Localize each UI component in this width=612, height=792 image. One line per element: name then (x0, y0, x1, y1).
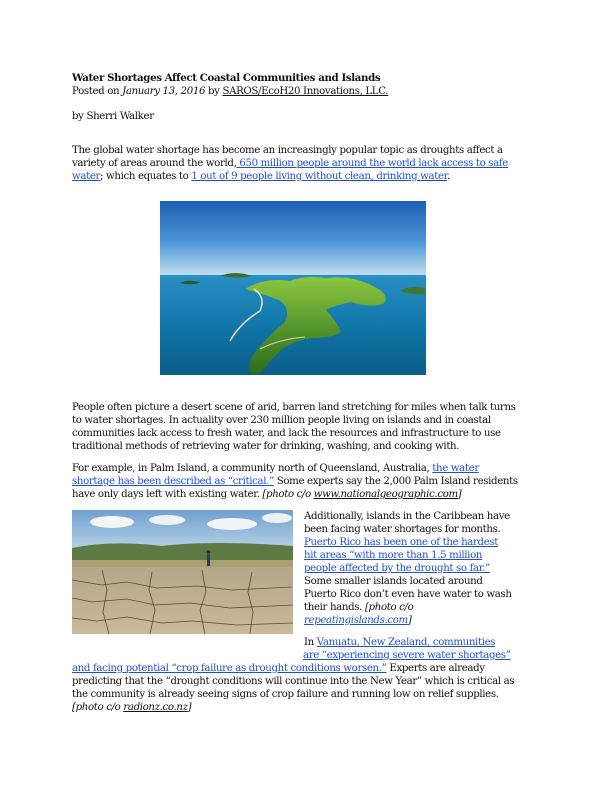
para5-line5: the community is already seeing signs of crop failure and running low on relief supplies. (72, 689, 499, 700)
posted-prefix: Posted on (72, 86, 123, 97)
para1-text: variety of areas around the world, (72, 158, 237, 169)
para5-line3 (72, 662, 485, 675)
para5-line6 (72, 701, 191, 714)
posted-by: by (205, 86, 223, 97)
puerto-rico-link-line2[interactable]: hit areas “with more than 1.5 million (304, 550, 483, 561)
puerto-rico-link-line3[interactable]: people affected by the drought so far.” (304, 563, 490, 574)
water-shortage-critical-link[interactable]: the water (432, 463, 479, 474)
para1-line3 (72, 170, 450, 183)
posted-date: January 13, 2016 (122, 86, 206, 97)
para1-text: ; which equates to (100, 171, 192, 182)
vanuatu-link-line2[interactable]: are “experiencing severe water shortages” (303, 650, 511, 661)
para2-line1: People often picture a desert scene of arid, barren land stretching for miles when talk turns (72, 402, 516, 413)
para5-text: In (304, 637, 317, 648)
article-title: Water Shortages Affect Coastal Communities and Islands (72, 72, 381, 84)
para3-line1 (72, 462, 479, 475)
para3-line3 (72, 488, 461, 501)
para2-line3: communities lack access to fresh water, and lack the resources and infrastructure to use (72, 428, 501, 439)
puerto-rico-link-line1[interactable]: Puerto Rico has been one of the hardest (304, 537, 499, 548)
para3-text: For example, in Palm Island, a community north of Queensland, Australia, (72, 463, 433, 474)
para4-line8 (304, 601, 413, 614)
photo-credit-suffix: ] (187, 702, 192, 713)
posted-line (72, 85, 388, 98)
para1-line2 (72, 157, 508, 170)
repeatingislands-link[interactable]: repeatingislands.com (304, 615, 408, 626)
photo-credit-label: [photo c/o (364, 602, 414, 613)
water-shortage-critical-link-cont[interactable]: shortage has been described as “critical.” (72, 476, 274, 487)
byline: by Sherri Walker (72, 111, 154, 122)
vanuatu-link-line3[interactable]: and facing potential “crop failure as drought conditions worsen.” (72, 663, 387, 674)
photo-credit-suffix: ] (457, 489, 462, 500)
photo-credit-label: [photo c/o (72, 702, 124, 713)
drought-photo-graphic (72, 510, 293, 634)
para5-line1 (304, 636, 495, 649)
para3-text: Some experts say the 2,000 Palm Island residents (273, 476, 518, 487)
para2-line2: to water shortages. In actuality over 230 million people living on islands and in coastal (72, 415, 491, 426)
island-photo-graphic (160, 201, 426, 375)
para5-text: Experts are already (386, 663, 485, 674)
drought-photo (72, 510, 293, 634)
radionz-link[interactable]: radionz.co.nz (123, 702, 188, 713)
para4-line1: Additionally, islands in the Caribbean have (304, 511, 510, 522)
para4-line2: been facing water shortages for months. (304, 524, 501, 535)
para3-text: have only days left with existing water. (72, 489, 263, 500)
para3-line2 (72, 475, 518, 488)
access-safe-water-link-cont[interactable]: water (72, 171, 101, 182)
photo-credit-label: [photo c/o (262, 489, 314, 500)
para1-line1: The global water shortage has become an increasingly popular topic as droughts affect a (72, 145, 503, 156)
photo-credit-suffix: ] (407, 615, 412, 626)
one-in-nine-link[interactable]: 1 out of 9 people living without clean, drinking water (191, 171, 448, 182)
para2-line4: traditional methods of retrieving water for drinking, washing, and cooking with. (72, 441, 460, 452)
para5-line4: predicting that the “drought conditions will continue into the New Year” which is critical as (72, 676, 515, 687)
vanuatu-link[interactable]: Vanuatu, New Zealand, communities (316, 637, 496, 648)
para4-line7: Puerto Rico don’t even have water to wash (304, 589, 512, 600)
access-safe-water-link[interactable]: 650 million people around the world lack access to safe (236, 158, 508, 169)
para1-text: . (447, 171, 450, 182)
para4-text: their hands. (304, 602, 365, 613)
para4-line6: Some smaller islands located around (304, 576, 483, 587)
nationalgeographic-link[interactable]: www.nationalgeographic.com (313, 489, 458, 500)
publisher-link[interactable]: SAROS/EcoH20 Innovations, LLC. (222, 86, 389, 97)
para4-line9 (304, 614, 411, 627)
island-photo (160, 201, 426, 375)
